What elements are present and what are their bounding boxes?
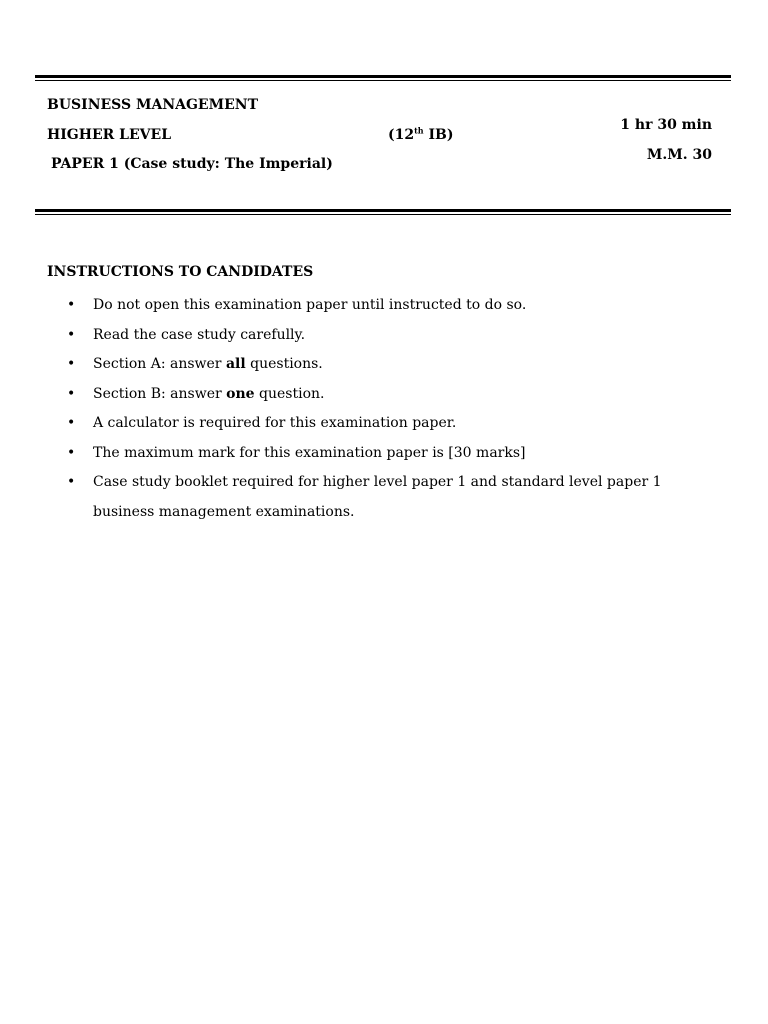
bullet-icon: • bbox=[67, 474, 76, 490]
instruction-text-before: Section B: answer bbox=[93, 385, 227, 402]
bullet-icon: • bbox=[67, 326, 76, 343]
instruction-text: A calculator is required for this examination paper. bbox=[93, 415, 457, 431]
instruction-text: Read the case study carefully. bbox=[93, 326, 306, 343]
grade-label bbox=[388, 127, 454, 143]
instruction-text: Do not open this examination paper until instructed to do so. bbox=[93, 297, 527, 313]
max-marks: M.M. 30 bbox=[646, 147, 712, 163]
header-top-rule bbox=[35, 75, 731, 81]
grade-suffix: IB) bbox=[423, 127, 454, 143]
instruction-emphasis: all bbox=[225, 356, 246, 372]
instruction-text: Case study booklet required for higher level paper 1 and standard level paper 1 business management examinations. bbox=[93, 474, 662, 520]
grade-superscript: th bbox=[414, 125, 424, 136]
instruction-item bbox=[47, 321, 727, 351]
instruction-item bbox=[47, 409, 727, 439]
bullet-icon: • bbox=[67, 385, 76, 402]
grade-prefix: (12 bbox=[388, 127, 415, 143]
instruction-text-after: question. bbox=[254, 385, 325, 402]
exam-duration: 1 hr 30 min bbox=[620, 117, 712, 133]
bullet-icon: • bbox=[67, 356, 76, 372]
instruction-item bbox=[47, 380, 727, 410]
paper-label: PAPER 1 (Case study: The Imperial) bbox=[51, 156, 333, 172]
bullet-icon: • bbox=[67, 444, 76, 461]
instruction-text-after: questions. bbox=[245, 356, 323, 372]
bullet-icon: • bbox=[67, 415, 76, 431]
instructions-list bbox=[47, 291, 727, 527]
instruction-item bbox=[47, 291, 727, 321]
instruction-emphasis: one bbox=[226, 385, 255, 402]
subject-title: BUSINESS MANAGEMENT bbox=[47, 97, 258, 113]
level-label: HIGHER LEVEL bbox=[47, 127, 172, 143]
instruction-item bbox=[47, 439, 727, 469]
header-bottom-rule bbox=[35, 209, 731, 215]
instruction-text: The maximum mark for this examination paper is [30 marks] bbox=[93, 444, 526, 461]
instruction-item bbox=[47, 468, 727, 527]
bullet-icon: • bbox=[67, 297, 76, 313]
instructions-title: INSTRUCTIONS TO CANDIDATES bbox=[47, 264, 314, 280]
instruction-text-before: Section A: answer bbox=[93, 356, 226, 372]
instruction-item bbox=[47, 350, 727, 380]
